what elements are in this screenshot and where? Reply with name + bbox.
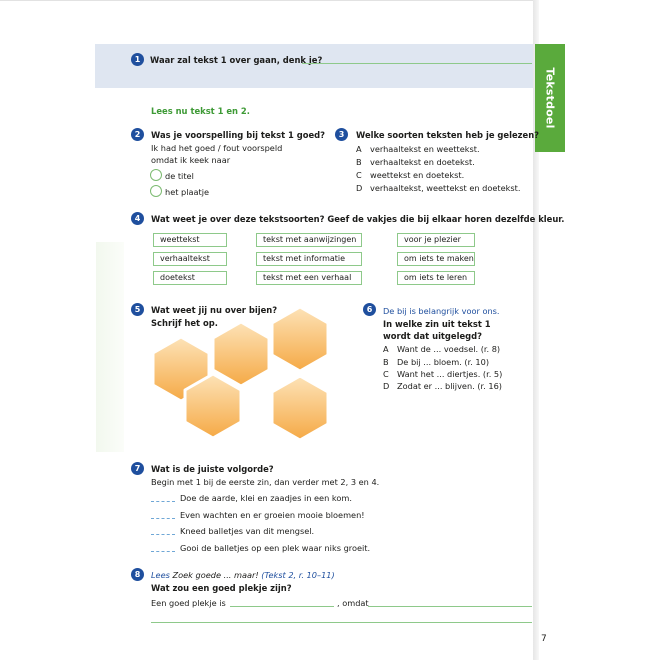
honeycomb-writing-area[interactable] bbox=[145, 300, 345, 455]
question-6-line2: wordt dat uitgelegd? bbox=[383, 331, 483, 341]
match-box[interactable]: voor je plezier bbox=[397, 233, 475, 247]
match-box[interactable]: weettekst bbox=[153, 233, 227, 247]
option-b[interactable]: B De bij ... bloem. (r. 10) bbox=[383, 357, 490, 367]
option-label: de titel bbox=[165, 171, 194, 181]
option-label: het plaatje bbox=[165, 187, 210, 197]
sentence-start: Een goed plekje is bbox=[151, 598, 226, 608]
honeycomb-cell bbox=[185, 374, 241, 438]
honeycomb-cell bbox=[272, 376, 328, 440]
question-2-title: Was je voorspelling bij tekst 1 goed? bbox=[151, 130, 326, 140]
sentence-item: Even wachten en er groeien mooie bloemen! bbox=[180, 510, 365, 520]
question-number-2: 2 bbox=[131, 128, 144, 141]
decorative-strip bbox=[96, 242, 124, 452]
honeycomb-cell bbox=[213, 322, 269, 386]
option-c[interactable]: C Want het ... diertjes. (r. 5) bbox=[383, 369, 503, 379]
page-number: 7 bbox=[541, 634, 547, 644]
option-d[interactable]: D verhaaltekst, weettekst en doetekst. bbox=[356, 183, 521, 193]
honeycomb-cell bbox=[272, 307, 328, 371]
instruction-text: Lees nu tekst 1 en 2. bbox=[151, 106, 250, 116]
order-input[interactable] bbox=[151, 534, 175, 535]
order-input[interactable] bbox=[151, 501, 175, 502]
question-6-intro: De bij is belangrijk voor ons. bbox=[383, 306, 500, 316]
option-b[interactable]: B verhaaltekst en doetekst. bbox=[356, 157, 475, 167]
option-a[interactable]: A verhaaltekst en weettekst. bbox=[356, 144, 480, 154]
question-7-title: Wat is de juiste volgorde? bbox=[151, 464, 274, 474]
side-tab-label: Tekstdoel bbox=[543, 67, 557, 129]
side-tab bbox=[535, 44, 565, 152]
sentence-item: Kneed balletjes van dit mengsel. bbox=[180, 526, 315, 536]
page-top-border bbox=[0, 0, 533, 1]
question-5-line2: Schrijf het op. bbox=[151, 318, 218, 328]
question-4-title: Wat weet je over deze tekstsoorten? Geef de vakjes die bij elkaar horen dezelfde kleur. bbox=[151, 214, 565, 224]
sentence-item: Gooi de balletjes op een plek waar niks groeit. bbox=[180, 543, 371, 553]
question-number-5: 5 bbox=[131, 303, 144, 316]
question-5-line1: Wat weet jij nu over bijen? bbox=[151, 305, 278, 315]
question-number-6: 6 bbox=[363, 303, 376, 316]
answer-line-reason[interactable] bbox=[368, 606, 532, 607]
sentence-mid: , omdat bbox=[337, 598, 369, 608]
answer-line-extra[interactable] bbox=[151, 622, 532, 623]
question-3-title: Welke soorten teksten heb je gelezen? bbox=[356, 130, 540, 140]
question-number-7: 7 bbox=[131, 462, 144, 475]
option-c[interactable]: C weettekst en doetekst. bbox=[356, 170, 465, 180]
question-7-subtitle: Begin met 1 bij de eerste zin, dan verder met 2, 3 en 4. bbox=[151, 477, 380, 487]
question-2-line2: omdat ik keek naar bbox=[151, 155, 231, 165]
answer-line-1[interactable] bbox=[302, 63, 532, 64]
option-a[interactable]: A Want de ... voedsel. (r. 8) bbox=[383, 344, 501, 354]
question-8-reference: Lees Zoek goede ... maar! (Tekst 2, r. 10–11) bbox=[151, 570, 335, 580]
order-input[interactable] bbox=[151, 551, 175, 552]
sentence-item: Doe de aarde, klei en zaadjes in een kom. bbox=[180, 493, 352, 503]
match-box[interactable]: tekst met informatie bbox=[256, 252, 362, 266]
answer-line-place[interactable] bbox=[230, 606, 334, 607]
radio-option-picture[interactable] bbox=[150, 185, 162, 197]
order-input[interactable] bbox=[151, 518, 175, 519]
radio-option-title[interactable] bbox=[150, 169, 162, 181]
question-8-title: Wat zou een goed plekje zijn? bbox=[151, 583, 292, 593]
question-number-1: 1 bbox=[131, 53, 144, 66]
question-number-8: 8 bbox=[131, 568, 144, 581]
match-box[interactable]: verhaaltekst bbox=[153, 252, 227, 266]
match-box[interactable]: tekst met een verhaal bbox=[256, 271, 362, 285]
match-box[interactable]: om iets te leren bbox=[397, 271, 475, 285]
question-number-3: 3 bbox=[335, 128, 348, 141]
match-box[interactable]: tekst met aanwijzingen bbox=[256, 233, 362, 247]
question-number-4: 4 bbox=[131, 212, 144, 225]
question-2-line1: Ik had het goed / fout voorspeld bbox=[151, 143, 283, 153]
question-1-band bbox=[95, 44, 533, 88]
option-d[interactable]: D Zodat er ... blijven. (r. 16) bbox=[383, 381, 502, 391]
question-1-text: Waar zal tekst 1 over gaan, denk je? bbox=[150, 55, 323, 65]
match-box[interactable]: doetekst bbox=[153, 271, 227, 285]
match-box[interactable]: om iets te maken bbox=[397, 252, 475, 266]
question-6-line1: In welke zin uit tekst 1 bbox=[383, 319, 491, 329]
